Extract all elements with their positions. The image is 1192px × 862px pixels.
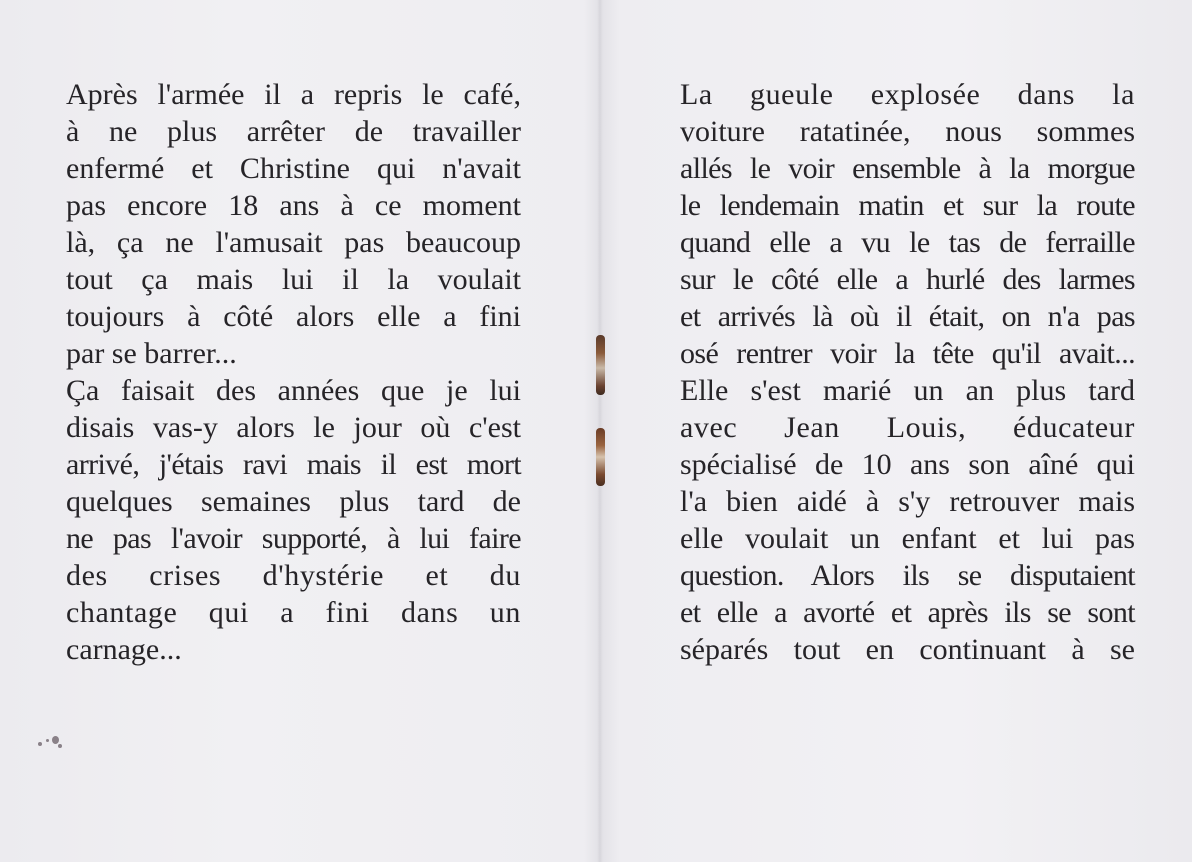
staple-bottom	[596, 428, 605, 486]
staple-top	[596, 335, 605, 395]
left-line-4: pas encore 18 ans à ce moment	[66, 189, 521, 222]
right-line-9: Elle s'est marié un an plus tard	[680, 374, 1135, 407]
left-page	[66, 76, 521, 668]
left-line-12: quelques semaines plus tard de	[66, 485, 521, 518]
left-line-8: par se barrer...	[66, 337, 237, 370]
right-line-13: elle voulait un enfant et lui pas	[680, 522, 1135, 555]
right-line-4: le lendemain matin et sur la route	[680, 189, 1135, 222]
left-line-1: Après l'armée il a repris le café,	[66, 78, 521, 111]
right-line-6: sur le côté elle a hurlé des larmes	[680, 263, 1135, 296]
right-line-15: et elle a avorté et après ils se sont	[680, 596, 1135, 629]
left-line-9: Ça faisait des années que je lui	[66, 374, 521, 407]
left-line-2: à ne plus arrêter de travailler	[66, 115, 521, 148]
left-line-14: des crises d'hystérie et du	[66, 559, 521, 592]
right-line-5: quand elle a vu le tas de ferraille	[680, 226, 1135, 259]
right-line-11: spécialisé de 10 ans son aîné qui	[680, 448, 1135, 481]
left-line-7: toujours à côté alors elle a fini	[66, 300, 521, 333]
right-line-12: l'a bien aidé à s'y retrouver mais	[680, 485, 1135, 518]
left-line-3: enfermé et Christine qui n'avait	[66, 152, 521, 185]
left-line-5: là, ça ne l'amusait pas beaucoup	[66, 226, 521, 259]
right-line-7: et arrivés là où il était, on n'a pas	[680, 300, 1135, 333]
right-line-10: avec Jean Louis, éducateur	[680, 411, 1135, 444]
left-line-15: chantage qui a fini dans un	[66, 596, 521, 629]
right-line-14: question. Alors ils se disputaient	[680, 559, 1135, 592]
right-line-8: osé rentrer voir la tête qu'il avait...	[680, 337, 1135, 370]
right-line-16: séparés tout en continuant à se	[680, 633, 1135, 666]
paper-speck	[38, 736, 68, 750]
left-line-10: disais vas-y alors le jour où c'est	[66, 411, 521, 444]
right-line-2: voiture ratatinée, nous sommes	[680, 115, 1135, 148]
right-line-1: La gueule explosée dans la	[680, 78, 1135, 111]
left-line-11: arrivé, j'étais ravi mais il est mort	[66, 448, 521, 481]
left-line-16: carnage...	[66, 633, 182, 666]
left-line-6: tout ça mais lui il la voulait	[66, 263, 521, 296]
left-line-13: ne pas l'avoir supporté, à lui faire	[66, 522, 521, 555]
right-line-3: allés le voir ensemble à la morgue	[680, 152, 1135, 185]
right-page	[680, 76, 1135, 668]
